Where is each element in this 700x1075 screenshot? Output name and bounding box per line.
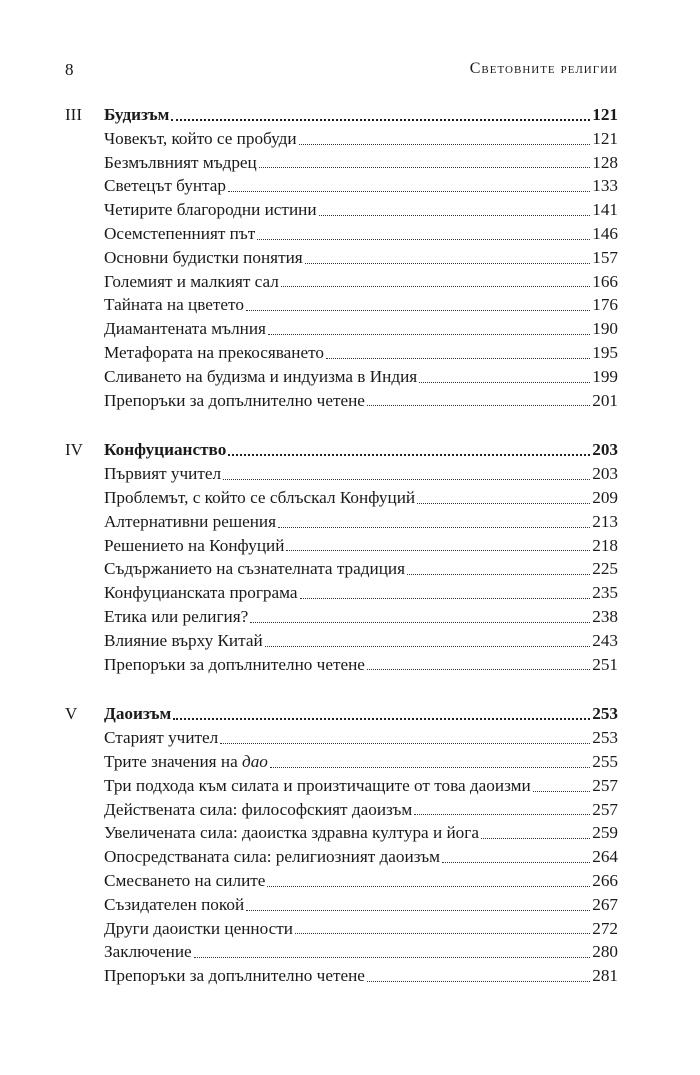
toc-entry [65,653,618,677]
dot-leader [250,622,590,623]
entry-page: 281 [592,966,618,986]
toc-entry [65,198,618,222]
toc-part-heading [65,103,618,127]
entry-page: 157 [592,247,618,267]
toc-entry [65,940,618,964]
toc-entry [65,534,618,558]
entry-title: Решението на Конфуций [104,535,285,555]
toc-part-heading [65,438,618,462]
entry-page: 264 [592,847,618,867]
entry-title: Метафората на прекосяването [104,342,324,362]
entry-page: 218 [592,535,618,555]
dot-leader [278,527,590,528]
dot-leader [171,119,590,121]
entry-title: Опосредстваната сила: религиозният даоизъм [104,847,440,867]
entry-title: Смесването на силите [104,870,266,890]
dot-leader [326,358,590,359]
entry-title: Съдържанието на съзнателната традиция [104,559,406,579]
dot-leader [481,838,590,839]
toc-entry [65,845,618,869]
dot-leader [267,886,590,887]
toc-entry [65,964,618,988]
dot-leader [265,646,591,647]
entry-title: Безмълвният мъдрец [104,152,257,172]
entry-title: Първият учител [104,464,222,484]
dot-leader [246,310,590,311]
dot-leader [173,718,590,720]
entry-page: 266 [592,870,618,890]
part-page: 253 [592,704,618,724]
toc-entry [65,246,618,270]
dot-leader [268,334,590,335]
dot-leader [367,669,590,670]
entry-page: 201 [592,390,618,410]
dot-leader [223,479,590,480]
entry-title: Препоръки за допълнително четене [104,390,365,410]
entry-title: Диамантената мълния [104,319,266,339]
dot-leader [419,382,590,383]
dot-leader [407,574,590,575]
entry-title: Други даоистки ценности [104,918,293,938]
entry-page: 255 [592,751,618,771]
toc-entry [65,798,618,822]
toc-entry [65,557,618,581]
table-of-contents [65,103,618,1014]
entry-page: 199 [592,366,618,386]
entry-title: Влияние върху Китай [104,630,263,650]
entry-title: Сливането на будизма и индуизма в Индия [104,366,418,386]
entry-page: 146 [592,223,618,243]
toc-entry [65,821,618,845]
entry-page: 209 [592,487,618,507]
dot-leader [319,215,591,216]
part-page: 203 [592,440,618,460]
entry-page: 225 [592,559,618,579]
page-number: 8 [65,60,74,79]
dot-leader [246,910,590,911]
toc-part-confucianism [65,438,618,676]
dot-leader [270,767,590,768]
toc-entry [65,127,618,151]
toc-entry [65,726,618,750]
entry-page: 128 [592,152,618,172]
entry-title: Заключение [104,942,192,962]
toc-part-taoism [65,702,618,988]
entry-page: 213 [592,511,618,531]
toc-entry [65,317,618,341]
entry-title: Четирите благородни истини [104,200,317,220]
toc-entry [65,917,618,941]
entry-page: 176 [592,295,618,315]
running-title: Световните религии [469,60,618,77]
toc-entry [65,365,618,389]
entry-page: 203 [592,464,618,484]
entry-page: 272 [592,918,618,938]
entry-title: Основни будистки понятия [104,247,303,267]
dot-leader [259,167,590,168]
dot-leader [286,550,590,551]
dot-leader [194,957,591,958]
toc-entry [65,893,618,917]
entry-page: 253 [592,728,618,748]
entry-page: 166 [592,271,618,291]
entry-page: 257 [592,775,618,795]
entry-title-italic-term: дао [242,751,268,771]
part-numeral: IV [65,440,83,460]
part-numeral: III [65,105,82,124]
entry-title: Конфуцианската програма [104,583,298,603]
dot-leader [228,454,590,456]
toc-entry [65,510,618,534]
toc-part-heading [65,702,618,726]
toc-entry [65,270,618,294]
entry-title: Три подхода към силата и произтичащите от това даоизми [104,775,531,795]
entry-page: 259 [592,823,618,843]
dot-leader [367,405,590,406]
toc-entry [65,605,618,629]
toc-entry [65,151,618,175]
toc-part-buddhism [65,103,618,412]
dot-leader [300,598,591,599]
toc-entry [65,581,618,605]
entry-title: Осемстепенният път [104,223,256,243]
entry-page: 121 [592,128,618,148]
dot-leader [281,286,590,287]
dot-leader [228,191,590,192]
toc-entry [65,486,618,510]
toc-entry [65,629,618,653]
dot-leader [305,263,591,264]
dot-leader [257,239,590,240]
entry-title: Проблемът, с който се сблъскал Конфуций [104,487,416,507]
entry-title: Препоръки за допълнително четене [104,966,365,986]
part-title: Конфуцианство [104,440,227,460]
entry-title: Старият учител [104,728,219,748]
part-numeral: V [65,704,78,724]
entry-page: 235 [592,583,618,603]
entry-title: Действената сила: философският даоизъм [104,799,413,819]
dot-leader [295,933,590,934]
entry-page: 133 [592,176,618,196]
dot-leader [417,503,590,504]
entry-title: Препоръки за допълнително четене [104,654,365,674]
entry-title: Увеличената сила: даоистка здравна култура и йога [104,823,479,843]
part-page: 121 [592,105,618,124]
entry-title: Светецът бунтар [104,176,226,196]
toc-entry [65,750,618,774]
toc-entry [65,774,618,798]
dot-leader [533,791,591,792]
entry-title: Алтернативни решения [104,511,277,531]
entry-page: 141 [592,200,618,220]
toc-entry [65,222,618,246]
entry-page: 257 [592,799,618,819]
toc-entry [65,341,618,365]
toc-entry [65,293,618,317]
dot-leader [367,981,590,982]
entry-page: 190 [592,319,618,339]
dot-leader [442,862,590,863]
entry-title: Човекът, който се пробуди [104,128,297,148]
toc-entry [65,174,618,198]
entry-page: 243 [592,630,618,650]
part-title: Будизъм [104,105,170,124]
dot-leader [414,814,590,815]
dot-leader [220,743,590,744]
entry-page: 195 [592,342,618,362]
toc-entry [65,389,618,413]
entry-page: 238 [592,606,618,626]
part-title: Даоизъм [104,704,172,724]
dot-leader [299,144,591,145]
entry-title-text: Трите значения на [104,751,242,771]
entry-title: Тайната на цветето [104,295,244,315]
entry-title [104,750,268,774]
entry-page: 280 [592,942,618,962]
entry-page: 251 [592,654,618,674]
entry-title: Големият и малкият сал [104,271,279,291]
toc-entry [65,869,618,893]
entry-page: 267 [592,894,618,914]
entry-title: Съзидателен покой [104,894,245,914]
toc-entry [65,462,618,486]
entry-title: Етика или религия? [104,606,249,626]
